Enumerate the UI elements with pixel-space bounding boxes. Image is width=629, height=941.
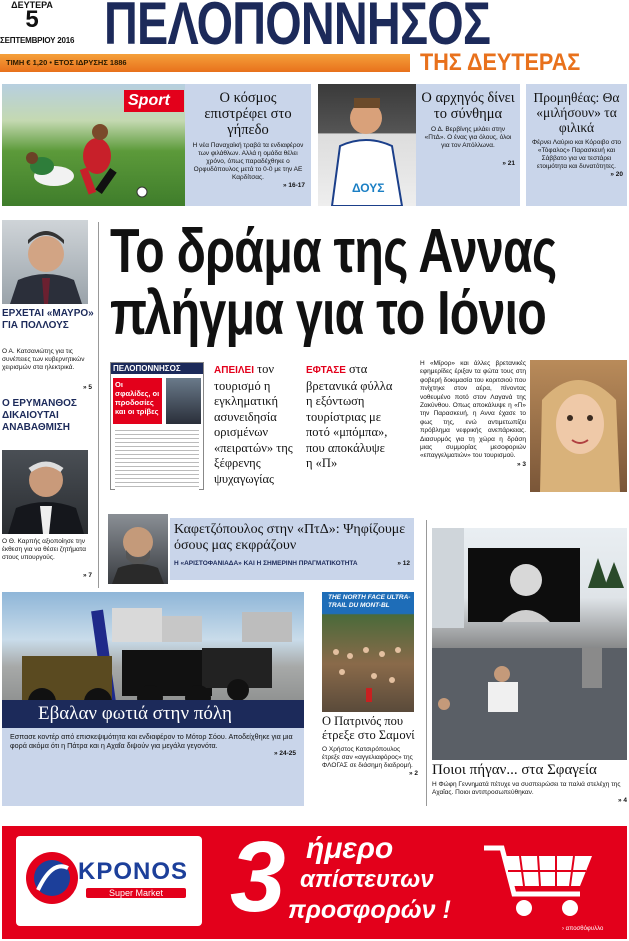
sfageia-page: » 4 [617, 797, 627, 804]
ad-line-3: προσφορών ! [288, 896, 451, 924]
masthead-subtitle-text: ΤΗΣ ΔΕΥΤΕΡΑΣ [420, 50, 581, 76]
basketball-photo [318, 84, 416, 206]
top-story-3 [526, 84, 627, 206]
ad-brand-sub: Super Market [86, 888, 186, 898]
masthead-date-number: 5 [25, 6, 39, 33]
top-story-3-headline: Προμηθέας: Θα «μιλήσουν» τα φιλικά [533, 90, 620, 135]
top-story-2-headline: Ο αρχηγός δίνει το σύνθημα [421, 90, 515, 122]
left-story-2-body: Ο Θ. Καρπής αξιοποίησε την έκθεση για να θέσει ζητήματα στους υπουργούς. [2, 538, 87, 561]
left-story-1-body: Ο Α. Κατσανιώτης για τις συνέπειες των κυβερνητικών χειρισμών στα ηλεκτρικά. [2, 348, 85, 371]
politician-photo-1 [2, 220, 88, 304]
chamonix-banner: THE NORTH FACE ULTRA-TRAIL DU MONT-BL [328, 594, 411, 609]
masthead-month-year: ΣΕΠΤΕΜΒΡΙΟΥ 2016 [0, 36, 75, 45]
lead-column-2 [306, 362, 394, 472]
kafet-headline: Καφετζόπουλος στην «ΠτΔ»: Ψηφίζουμε όσους μας εκφράζουν [174, 522, 406, 553]
top-story-1 [185, 84, 311, 206]
svg-text:ΔΟΥΣ: ΔΟΥΣ [352, 181, 385, 195]
shopping-cart-icon [480, 840, 600, 924]
ad-logo-icon [24, 850, 80, 906]
patrinos-page: » 2 [408, 770, 418, 777]
kafet-portrait-illustration [108, 514, 168, 584]
top-story-2-page: » 21 [502, 160, 515, 167]
event-screen-illustration [432, 528, 627, 760]
top-story-2-body: Ο Δ. Βερβίνης μιλάει στην «ΠτΔ». Ο ένας για όλους, όλοι για τον Απόλλωνα. [424, 126, 512, 149]
fire-caption: Εβαλαν φωτιά στην πόλη [38, 703, 232, 724]
left-story-1-headline: ΕΡΧΕΤΑΙ «ΜΑΥΡΟ» ΓΙΑ ΠΟΛΛΟΥΣ [2, 308, 94, 331]
top-stories [0, 84, 629, 208]
chamonix-photo [322, 592, 414, 712]
fire-page: » 24-25 [273, 750, 296, 757]
politician-1-illustration [2, 220, 88, 304]
top-story-1-body: Η νέα Παναχαϊκή τραβά τα ενδιαφέρον των φιλάθλων. Αλλά η ομάδα θέλει χρόνο, όπως παραδέχθηκε ο Ορφυδόπουλος μετά το 0-0 με την ΑΕ Καρδίτσας. [192, 142, 304, 181]
lead-column-1 [214, 362, 302, 487]
newspaper-thumbnail [110, 362, 204, 490]
masthead-subtitle [420, 50, 629, 78]
fire-body-box [2, 728, 304, 806]
ad-logo-box [16, 836, 202, 926]
top-story-3-page: » 20 [610, 171, 623, 178]
lead-col1-lead: ΑΠΕΙΛΕΙ [214, 365, 255, 376]
sport-badge-label: Sport [128, 92, 170, 109]
thumb-headline: Οι σφαλίδες, οι προδοσίες και οι τρίβες [113, 378, 162, 424]
ad-line-2: απίστευτων [300, 866, 434, 893]
kafet-photo [108, 514, 168, 584]
top-story-2 [416, 84, 520, 206]
left-column-divider [98, 222, 99, 588]
masthead-title [104, 0, 629, 50]
motor-show-photo [2, 592, 304, 728]
football-photo [2, 84, 185, 206]
sfageia-divider [426, 520, 427, 806]
ad-slogan [230, 826, 490, 939]
ad-line-1: ήμερο [306, 832, 394, 865]
lead-col1-text: τον τουρισμό η εγκληματική ασυνειδησία ορισμένων «πειρατών» της ξέφρενης ψυχαγωγίας [214, 362, 293, 486]
politician-2-illustration [2, 450, 88, 534]
left-story-1-page: » 5 [82, 384, 92, 391]
lead-col2-text: στα βρετανικά φύλλα η εξόντωση τουρίστριας με ποτό «μπόμπα», που αποκάλυψε η «Π» [306, 362, 393, 470]
price-bar [0, 54, 410, 72]
basketball-player-illustration [318, 84, 416, 206]
ad-footer: › αποσθόφυλλο [562, 926, 604, 932]
top-story-1-headline: Ο κόσμος επιστρέφει στο γήπεδο [204, 90, 292, 138]
price-line: ΤΙΜΗ € 1,20 • ΕΤΟΣ ΙΔΡΥΣΗΣ 1886 [6, 58, 127, 67]
patrinos-headline: Ο Πατρινός που έτρεξε στο Σαμονί [322, 714, 415, 742]
left-column [0, 220, 96, 590]
lead-headline-line-2-text: πλήγμα για το Ιόνιο [110, 279, 547, 348]
kafet-subhead: Η «ΑΡΙΣΤΟΦΑΝΙΑΔΑ» ΚΑΙ Η ΣΗΜΕΡΙΝΗ ΠΡΑΓΜΑΤΙΚΟΤΗΤΑ [174, 560, 358, 567]
sfageia-body: Η Φώφη Γεννηματά πέτυχε να συσπειρώσει τα παλιά στελέχη της Αχαΐας. Ποιοι αντιπροσωπεύθηκαν. [432, 781, 621, 796]
kafet-text-box [170, 518, 414, 580]
lead-col3-page: » 3 [516, 460, 526, 468]
lead-headline-line-1 [110, 220, 627, 284]
lead-col2-lead: ΕΦΤΑΣΕ [306, 365, 346, 376]
thumb-title: ΠΕΛΟΠΟΝΝΗΣΟΣ [111, 363, 203, 374]
left-story-2-page: » 7 [82, 572, 92, 579]
masthead-day: ΔΕΥΤΕΡΑ [11, 0, 53, 10]
sfageia-photo [432, 528, 627, 760]
sport-badge [124, 90, 184, 112]
lead-col3-text: Η «Μίρορ» και άλλες βρετανικές εφημερίδες έριξαν τα φώτα τους στη φοβερή δοκιμασία του κοριτσιού που πνίχτηκε στον αέρα, πίνοντας νοθευμένο ποτό στον Λαγανά της Ζακύνθου. Οπως αποκάλυψε η «Π» την Παρασκευή, η Αννα έχασε το φως της, ενώ αντιμετωπίζει πρόβλημα νεφρικής ανεπάρκειας. Διασυρμός για τη χώρα η δράση μιας συμμορίας μεσοφοριών «επαγγελματιών» του τουρισμού. [420, 360, 526, 460]
crowd-illustration [322, 592, 414, 712]
sfageia-headline: Ποιοι πήγαν... στα Σφαγεία [432, 762, 597, 778]
lead-column-3 [420, 360, 526, 468]
masthead [0, 0, 629, 82]
lead-headline-line-2 [110, 279, 627, 348]
left-story-2-headline: Ο ΕΡΥΜΑΝΘΟΣ ΔΙΚΑΙΟΥΤΑΙ ΑΝΑΒΑΘΜΙΣΗ [2, 398, 77, 433]
thumb-text-lines [115, 430, 199, 490]
sfageia-text [432, 762, 627, 804]
ad-big-digit: 3 [230, 826, 286, 933]
kafet-page: » 12 [397, 560, 410, 567]
politician-photo-2 [2, 450, 88, 534]
anna-photo [530, 360, 627, 492]
masthead-title-text: ΠΕΛΟΠΟΝΝΗΣΟΣ [104, 0, 491, 50]
lead-headline [104, 218, 627, 348]
patrinos-text [322, 714, 418, 777]
ad-brand: KPONOS [78, 858, 189, 885]
lead-headline-line-1-text: Το δράμα της Αννας [110, 218, 557, 286]
top-story-1-page: » 16-17 [282, 182, 305, 189]
fire-caption-bar [2, 700, 304, 728]
ad-banner [2, 826, 627, 939]
top-story-3-body: Φέρνει Λαύριο και Κόροιβο στο «Τόφαλος» Παρασκευή και Σάββατο για να τεστάρει ετοιμότητα και δυνατότητες. [531, 139, 622, 170]
thumb-photo [166, 378, 201, 424]
kafet-story [104, 510, 414, 586]
patrinos-body: Ο Χρήστος Κατσιρόπουλος έτρεξε σαν «αγγελιαφόρος» της ΦΛΟΓΑΣ σε διάσημη διαδρομή. [322, 746, 413, 769]
fire-body: Εσπασε κοντέρ από επισκεψιμότητα και ενδιαφέρον το Μότορ Σόου. Αποδείχθηκε για μια φορά ακόμα ότι η Πάτρα και η Αχαΐα διψούν για μεγάλα γεγονότα. [10, 732, 293, 750]
anna-portrait-illustration [530, 360, 627, 492]
